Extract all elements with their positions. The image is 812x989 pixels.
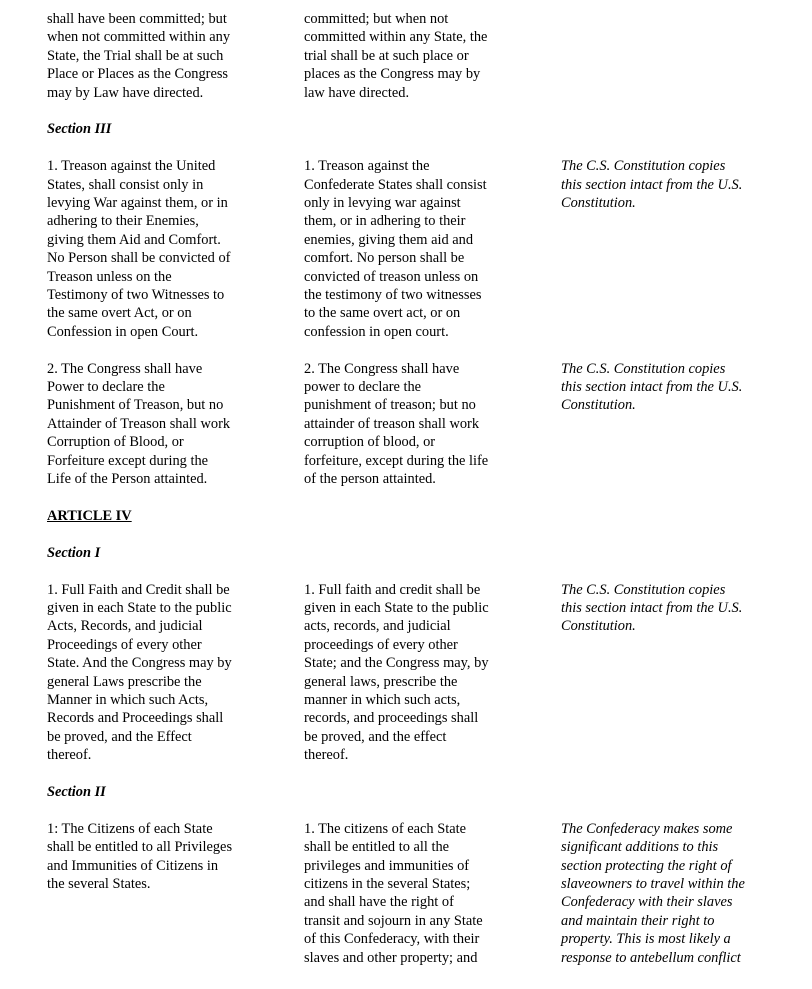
commentary-text: The C.S. Constitution copies this section intact from the U.S. Constitution. bbox=[561, 158, 743, 212]
us-text: 1. Full Faith and Credit shall be given in each State to the public Acts, Records, and judicial Proceedings of every other State. And the Congress may by general Laws prescribe the Manner in which such Acts, Records and Proceedings shall be proved, and the Effect thereof. bbox=[47, 581, 232, 764]
cs-text: 2. The Congress shall have power to declare the punishment of treason; but no attainder of treason shall work corruption of blood, or forfeiture, except during the life of the person attainted. bbox=[304, 360, 489, 488]
us-constitution-column bbox=[47, 581, 257, 765]
article-heading-iv: ARTICLE IV bbox=[47, 507, 132, 524]
spacer bbox=[47, 139, 787, 157]
spacer bbox=[47, 525, 787, 543]
commentary-column bbox=[561, 820, 769, 967]
us-constitution-column bbox=[47, 10, 257, 102]
commentary-text: The C.S. Constitution copies this section intact from the U.S. Constitution. bbox=[561, 360, 743, 414]
us-constitution-column bbox=[47, 360, 257, 489]
spacer bbox=[47, 765, 787, 783]
us-constitution-column bbox=[47, 820, 257, 894]
section-heading-i: Section I bbox=[47, 544, 101, 561]
clause-row-treason-1 bbox=[47, 157, 787, 341]
cs-constitution-column bbox=[304, 157, 514, 341]
commentary-text: The Confederacy makes some significant additions to this section protecting the right of slaveowners to travel within the Confederacy with their slaves and maintain their right to property. This is most likely a response to antebellum conflict bbox=[561, 820, 745, 966]
us-text: 2. The Congress shall have Power to declare the Punishment of Treason, but no Attainder of Treason shall work Corruption of Blood, or Forfeiture except during the Life of the Person attainted. bbox=[47, 360, 231, 488]
cs-text: 1. The citizens of each State shall be entitled to all the privileges and immunities of citizens in the several States; and shall have the right of transit and sojourn in any State of this Confederacy, with their slaves and other property; and bbox=[304, 820, 483, 966]
us-text: shall have been committed; but when not committed within any State, the Trial shall be at such Place or Places as the Congress may by Law have directed. bbox=[47, 11, 231, 101]
commentary-column bbox=[561, 157, 769, 212]
clause-row-privileges-immunities bbox=[47, 820, 787, 967]
cs-text: 1. Full faith and credit shall be given in each State to the public acts, records, and judicial proceedings of every other State; and the Congress may, by general laws, prescribe the manner in which such acts, records, and proceedings shall be proved, and the effect thereof. bbox=[304, 581, 489, 764]
spacer bbox=[47, 341, 787, 359]
us-text: 1. Treason against the United States, shall consist only in levying War against them, or in adhering to their Enemies, giving them Aid and Comfort. No Person shall be convicted of Treason unless on the Testimony of two Witnesses to the same overt Act, or on Confession in open Court. bbox=[47, 158, 231, 340]
section-heading-ii: Section II bbox=[47, 783, 106, 800]
clause-row-treason-2 bbox=[47, 360, 787, 489]
commentary-text: The C.S. Constitution copies this section intact from the U.S. Constitution. bbox=[561, 581, 743, 635]
spacer bbox=[47, 102, 787, 120]
cs-constitution-column bbox=[304, 10, 514, 102]
cs-constitution-column bbox=[304, 360, 514, 489]
spacer bbox=[47, 489, 787, 507]
cs-text: 1. Treason against the Confederate States shall consist only in levying war against them, or in adhering to their enemies, giving them aid and comfort. No person shall be convicted of treason unless on the testimony of two witnesses to the same overt act, or on confession in open court. bbox=[304, 158, 487, 340]
commentary-column bbox=[561, 360, 769, 415]
us-text: 1: The Citizens of each State shall be entitled to all Privileges and Immunities of Citizens in the several States. bbox=[47, 820, 233, 892]
spacer bbox=[47, 562, 787, 580]
document-page bbox=[47, 10, 787, 967]
clause-row-full-faith-credit bbox=[47, 581, 787, 765]
commentary-column bbox=[561, 581, 769, 636]
us-constitution-column bbox=[47, 157, 257, 341]
cs-constitution-column bbox=[304, 581, 514, 765]
section-heading-iii: Section III bbox=[47, 121, 112, 138]
spacer bbox=[47, 801, 787, 819]
cs-text: committed; but when not committed within any State, the trial shall be at such place or places as the Congress may by law have directed. bbox=[304, 11, 488, 101]
cs-constitution-column bbox=[304, 820, 514, 967]
clause-row-trial-place bbox=[47, 10, 787, 102]
